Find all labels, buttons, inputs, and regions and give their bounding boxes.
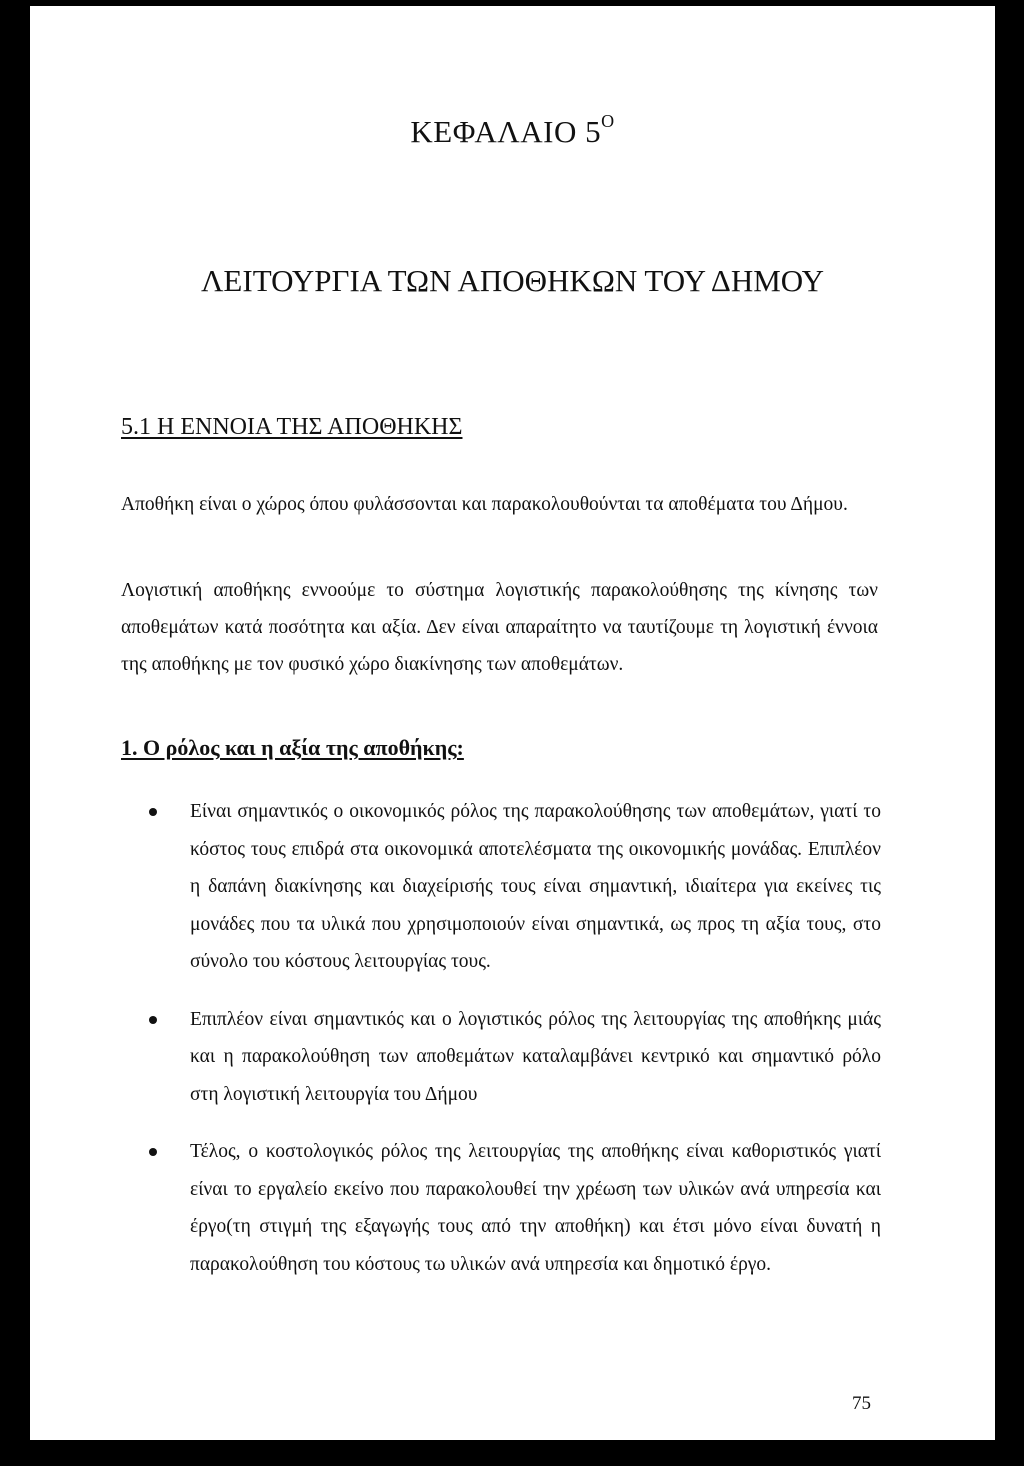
bullet-item [121, 1133, 881, 1283]
bullet-list [121, 793, 881, 1303]
document-page [30, 6, 995, 1440]
page-title: ΛΕΙΤΟΥΡΓΙΑ ΤΩΝ ΑΠΟΘΗΚΩΝ ΤΟΥ ΔΗΜΟΥ [200, 263, 825, 298]
subsection-heading: 1. Ο ρόλος και η αξία της αποθήκης: [121, 735, 464, 760]
bullet-dot-icon [149, 808, 157, 816]
intro-paragraph: Λογιστική αποθήκης εννοούμε το σύστημα λογιστικής παρακολούθησης της κίνησης των αποθεμάτων κατά ποσότητα και αξία. Δεν είναι απαραίτητο να ταυτίζουμε τη λογιστική έννοια της αποθήκης με τον φυσικό χώρο διακίνησης των αποθεμάτων. [121, 580, 878, 675]
intro-paragraph: Αποθήκη είναι ο χώρος όπου φυλάσσονται και παρακολουθούνται τα αποθέματα του Δήμου. [121, 494, 848, 515]
bullet-text: Επιπλέον είναι σημαντικός και ο λογιστικός ρόλος της λειτουργίας της αποθήκης μιάς και η παρακολούθηση των αποθεμάτων καταλαμβάνει κεντρικό και σημαντικό ρόλο στη λογιστική λειτουργία του Δήμου [190, 1008, 881, 1105]
chapter-superscript: Ο [601, 110, 615, 131]
page-number: 75 [852, 1393, 871, 1414]
bullet-text: Είναι σημαντικός ο οικονομικός ρόλος της παρακολούθησης των αποθεμάτων, γιατί το κόστος τους επιδρά στα οικονομικά αποτελέσματα της οικονομικής μονάδας. Επιπλέον η δαπάνη διακίνησης και διαχείρισής τους είναι σημαντική, ιδιαίτερα για εκείνες τις μονάδες που τα υλικά που χρησιμοποιούν είναι σημαντικά, ως προς τη αξία τους, στο σύνολο του κόστους λειτουργίας τους. [190, 801, 881, 972]
bullet-dot-icon [149, 1148, 157, 1156]
bullet-item [121, 1001, 881, 1114]
bullet-dot-icon [149, 1016, 157, 1024]
bullet-item [121, 793, 881, 981]
chapter-heading [30, 110, 995, 150]
bullet-text: Τέλος, ο κοστολογικός ρόλος της λειτουργίας της αποθήκης είναι καθοριστικός γιατί είναι το εργαλείο εκείνο που παρακολουθεί την χρέωση των υλικών ανά υπηρεσία και έργο(τη στιγμή της εξαγωγής τους από την αποθήκη) και έτσι μόνο είναι δυνατή η παρακολούθηση του κόστους τω υλικών ανά υπηρεσία και δημοτικό έργο. [190, 1141, 881, 1275]
section-heading: 5.1 Η ΕΝΝΟΙΑ ΤΗΣ ΑΠΟΘΗΚΗΣ [121, 414, 463, 440]
chapter-label: ΚΕΦΑΛΑΙΟ 5 [410, 114, 602, 149]
